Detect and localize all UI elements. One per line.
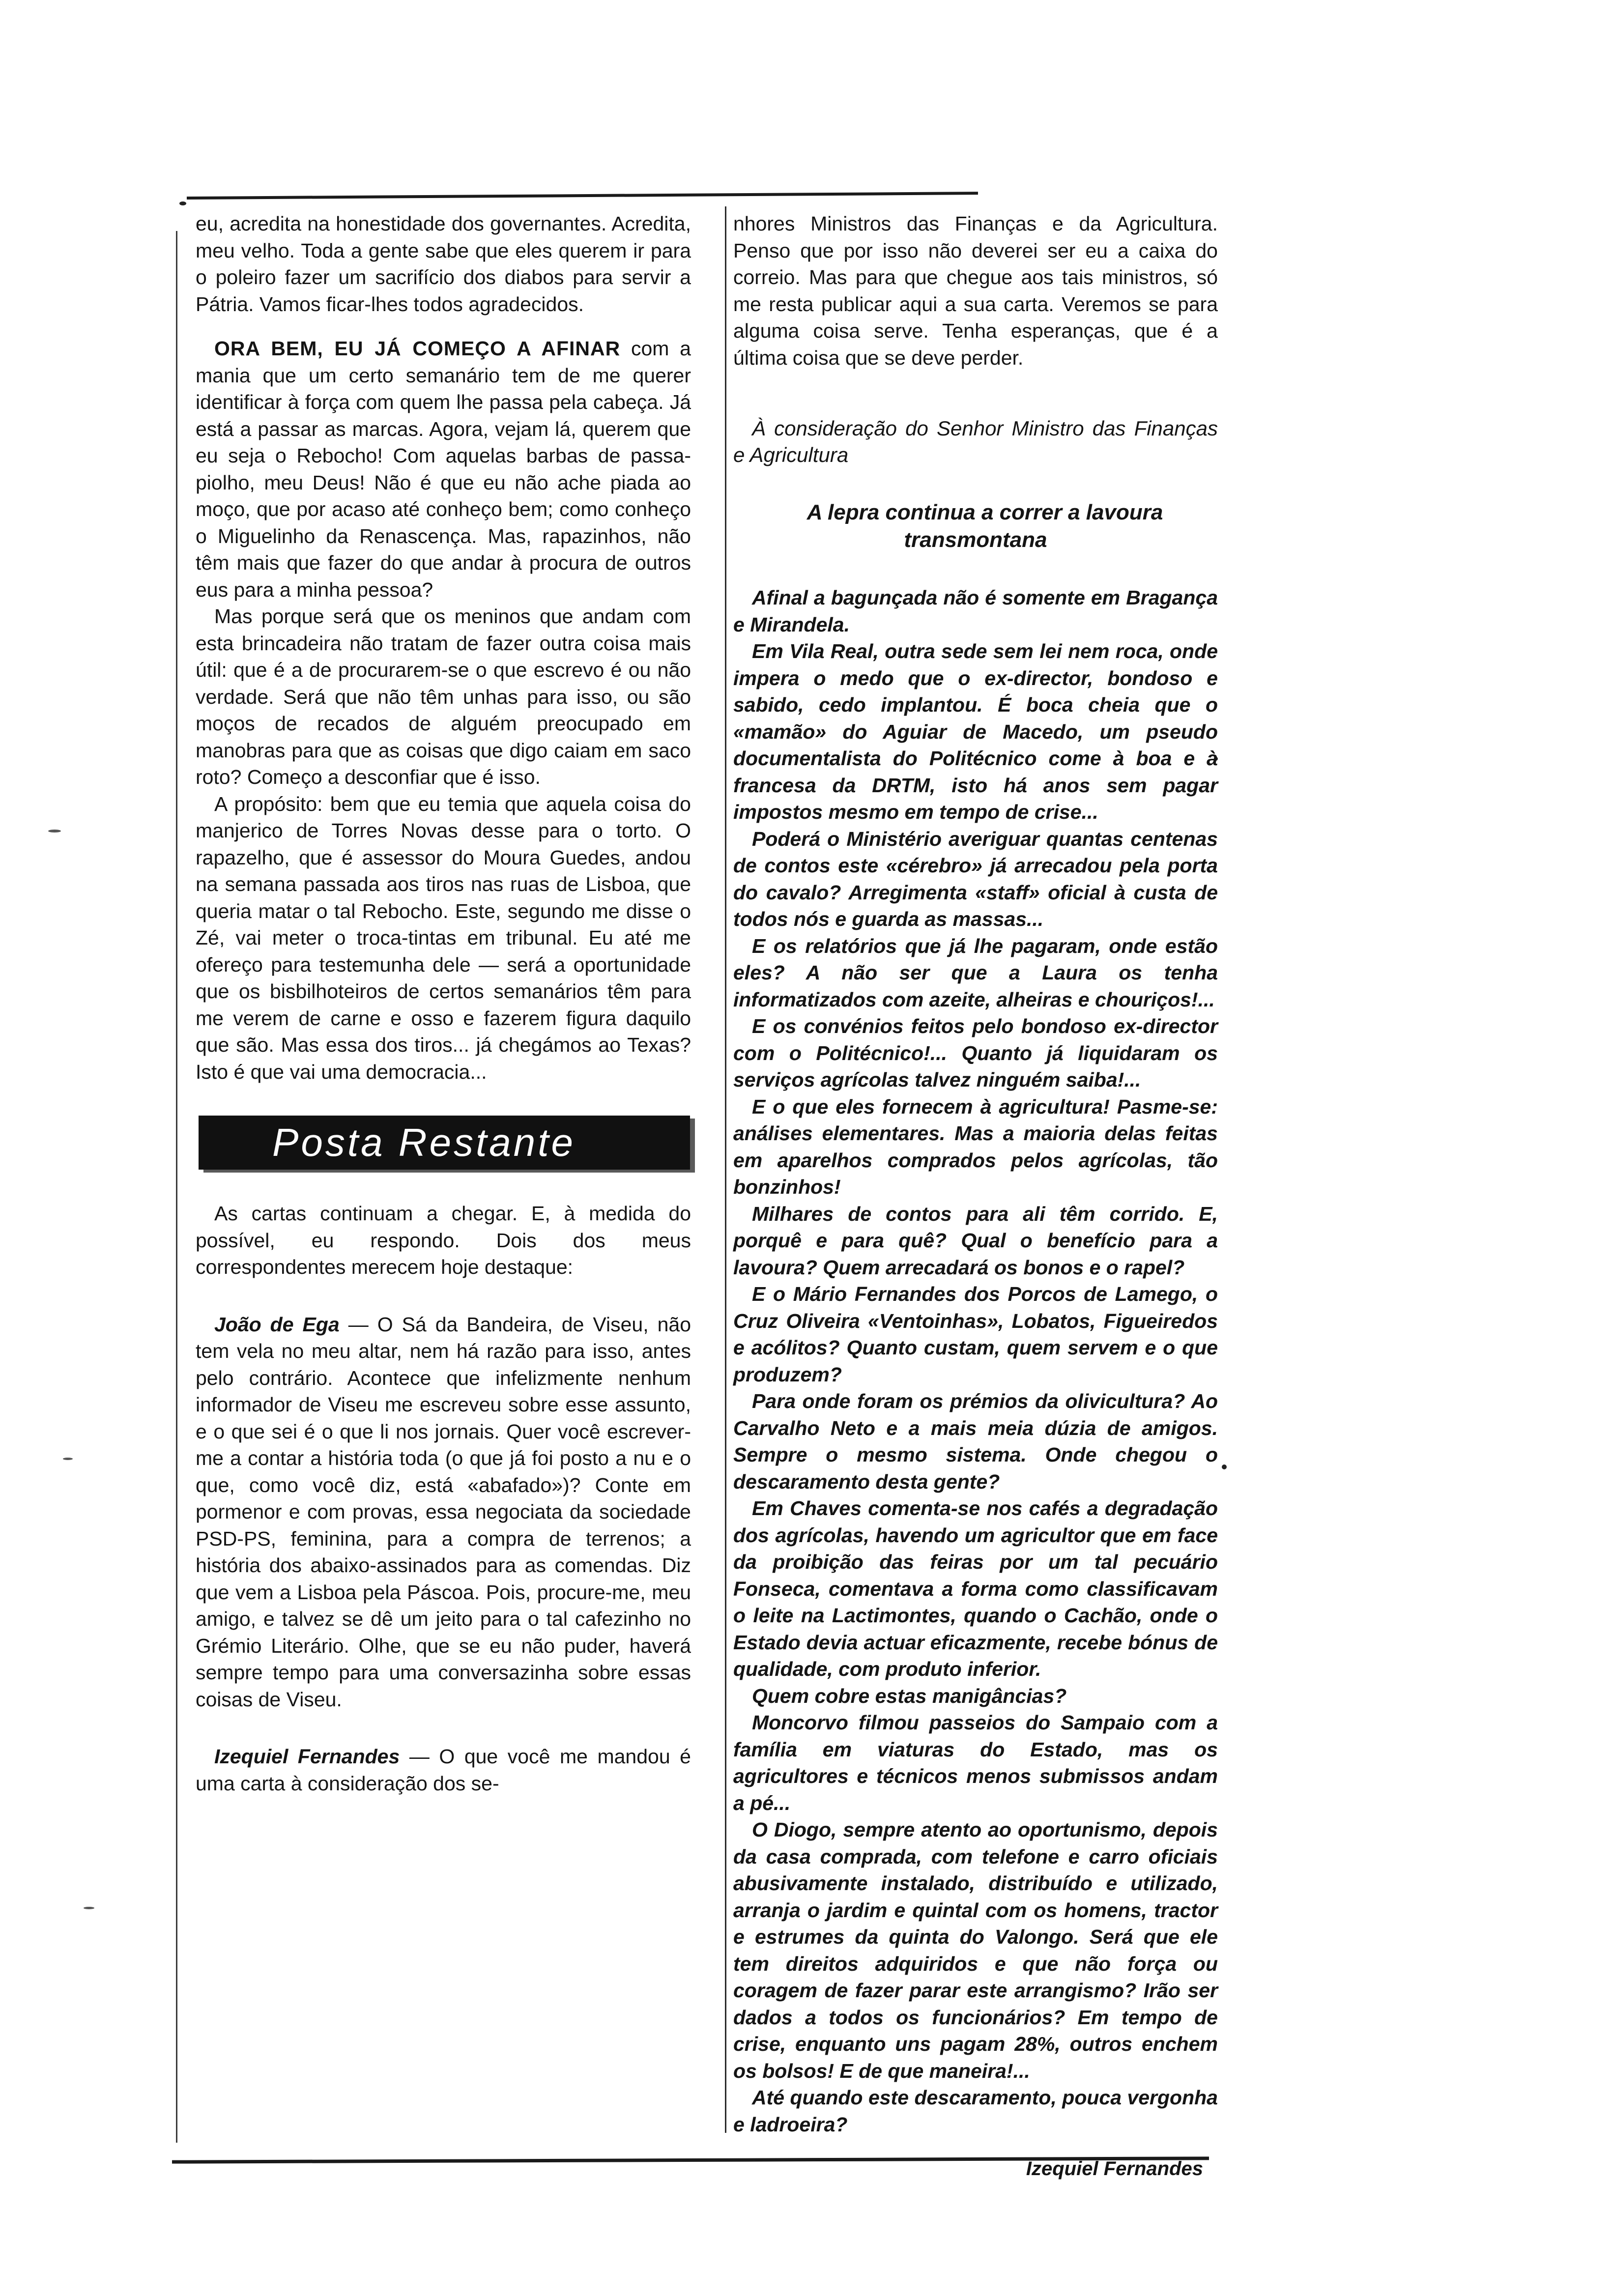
posta-restante-banner: Posta Restante (199, 1116, 690, 1170)
scan-artifact (84, 1907, 94, 1909)
scan-artifact (179, 201, 186, 205)
letter2-text: — O que você me mandou é uma carta à consideração dos se- (196, 1745, 691, 1795)
right-column (733, 210, 1218, 2182)
column-divider (725, 206, 726, 2133)
left-column-border (176, 231, 177, 2143)
letter-paragraph: Moncorvo filmou passeios do Sampaio com a família em viaturas do Estado, mas os agricultores e técnicos menos submissos andam a pé... (733, 1711, 1218, 1814)
signature: Izequiel Fernandes (1026, 2158, 1203, 2180)
letter2-reply (196, 1743, 691, 1797)
letter1-text: — O Sá da Bandeira, de Viseu, não tem vela no meu altar, nem há razão para isso, antes pelo contrário. Acontece que infelizmente nenhum informador de Viseu me escreveu sobre esse assunto, e o que sei é o que li nos jornais. Quer você escrever-me a contar a história toda (o que já foi posto a nu e o que, como você diz, está «abafado»)? Conte em pormenor e com provas, essa negociata da sociedade PSD-PS, feminina, para a compra de terrenos; a história dos abaixo-assinados para as comendas. Diz que vem a Lisboa pela Páscoa. Pois, procure-me, meu amigo, e talvez se dê um jeito para o tal cafezinho no Grémio Literário. Olhe, que se eu não puder, haverá sempre tempo para uma conversazinha sobre essas coisas de Viseu. (196, 1313, 691, 1711)
section1-paragraph3: A propósito: bem que eu temia que aquela coisa do manjerico de Torres Novas desse para o torto. O rapazelho, que é assessor do Moura Guedes, andou na semana passada aos tiros nas ruas de Lisboa, que queria matar o tal Rebocho. Este, segundo me disse o Zé, vai meter o troca-tintas em tribunal. Eu até me ofereço para testemunha dele — será a oportunidade que os bisbilhoteiros de certos semanários têm para me verem de carne e osso e fazerem figura daquilo que são. Mas essa dos tiros... já chegámos ao Texas? Isto é que vai uma democracia... (196, 792, 691, 1083)
letter-paragraph: E o que eles fornecem à agricultura! Pasme-se: análises elementares. Mas a maioria delas feitas em aparelhos comprados pelos agrícolas, tão bonzinhos! (733, 1095, 1218, 1198)
section1-lead: ORA BEM, EU JÁ COMEÇO A AFINAR (214, 337, 621, 360)
scan-artifact (1222, 1464, 1227, 1469)
letter-paragraph: Para onde foram os prémios da olivicultura? Ao Carvalho Neto e a mais meia dúzia de amigos. Sempre o mesmo sistema. Onde chegou o descaramento desta gente? (733, 1390, 1218, 1493)
intro-paragraph: eu, acredita na honestidade dos governantes. Acredita, meu velho. Toda a gente sabe que eles querem ir para o poleiro fazer um sacrifício dos diabos para servir a Pátria. Vamos ficar-lhes todos agradecidos. (196, 212, 691, 316)
section1-paragraph2: Mas porque será que os meninos que andam com esta brincadeira não tratam de fazer outra coisa mais útil: que é a de procurarem-se o que escrevo é ou não verdade. Será que não têm unhas para isso, ou são moços de recados de alguém preocupado em manobras para que as coisas que digo caiam em saco roto? Começo a desconfiar que é isso. (196, 605, 691, 788)
letter-body (733, 584, 1218, 2138)
letter-paragraph: Poderá o Ministério averiguar quantas centenas de contos este «cérebro» já arrecadou pela porta do cavalo? Arregimenta «staff» oficial à custa de todos nós e guarda as massas... (733, 827, 1218, 930)
scan-artifact (63, 1458, 73, 1460)
section1-text: com a mania que um certo semanário tem de me querer identificar à força com quem lhe passa pela cabeça. Já está a passar as marcas. Agora, vejam lá, querem que eu seja o Rebocho! Com aquelas barbas de passa-piolho, meu Deus! Não é que eu não ache piada ao moço, que por acaso até conheço bem; como conheço o Miguelinho da Renascença. Mas, rapazinhos, não têm mais que fazer do que andar à procura de outros eus para a minha pessoa? (196, 337, 691, 601)
left-column (196, 210, 691, 1797)
letter1-reply (196, 1311, 691, 1713)
letter1-name: João de Ega (214, 1313, 340, 1336)
letter-paragraph: Até quando este descaramento, pouca vergonha e ladroeira? (733, 2086, 1218, 2136)
top-rule (187, 192, 978, 200)
letter-paragraph: E o Mário Fernandes dos Porcos de Lamego, o Cruz Oliveira «Ventoinhas», Lobatos, Figueiredos e acólitos? Quanto custam, quem servem e o que produzem? (733, 1283, 1218, 1386)
letter-heading: À consideração do Senhor Ministro das Finanças e Agricultura (733, 417, 1218, 466)
section1-paragraph1 (196, 335, 691, 603)
letter2-name: Izequiel Fernandes (214, 1745, 400, 1768)
scan-artifact (48, 830, 61, 832)
letter-paragraph: Quem cobre estas manigâncias? (752, 1684, 1067, 1707)
letter-subhead: A lepra continua a correr a lavoura transmontana (806, 500, 1163, 552)
letter-paragraph: E os relatórios que já lhe pagaram, onde estão eles? A não ser que a Laura os tenha informatizados com azeite, alheiras e chouriços!... (733, 934, 1218, 1011)
posta-intro: As cartas continuam a chegar. E, à medida do possível, eu respondo. Dois dos meus correspondentes merecem hoje destaque: (196, 1202, 691, 1278)
letter-paragraph: Em Vila Real, outra sede sem lei nem roca, onde impera o medo que o ex-director, bondoso e sabido, cedo implantou. É boca cheia que o «mamão» do Aguiar de Macedo, um pseudo documentalista do Politécnico come à boa e à francesa da DRTM, isto há anos sem pagar impostos mesmo em tempo de crise... (733, 640, 1218, 823)
letter-paragraph: E os convénios feitos pelo bondoso ex-director com o Politécnico!... Quanto já liquidaram os serviços agrícolas talvez ninguém saiba!... (733, 1015, 1218, 1091)
right-continuation: nhores Ministros das Finanças e da Agricultura. Penso que por isso não deverei ser eu a caixa do correio. Mas para que chegue aos tais ministros, só me resta publicar aqui a sua carta. Veremos se para alguma coisa serve. Tenha esperanças, que é a última coisa que se deve perder. (733, 212, 1218, 369)
letter-paragraph: Milhares de contos para ali têm corrido. E, porquê e para quê? Qual o benefício para a lavoura? Quem arrecadará os bonos e o rapel? (733, 1202, 1218, 1279)
letter-paragraph: Em Chaves comenta-se nos cafés a degradação dos agrícolas, havendo um agricultor que em face da proibição das feiras por um tal pecuário Fonseca, comentava a forma como classificavam o leite na Lactimontes, quando o Cachão, onde o Estado devia actuar eficazmente, recebe bónus de qualidade, com produto inferior. (733, 1497, 1218, 1680)
letter-paragraph: Afinal a bagunçada não é somente em Bragança e Mirandela. (733, 586, 1218, 636)
letter-paragraph: O Diogo, sempre atento ao oportunismo, depois da casa comprada, com telefone e carro oficiais abusivamente instalado, distribuído e utilizado, arranja o jardim e quintal com os homens, tractor e estrumes da quinta do Valongo. Será que ele tem direitos adquiridos e que não força ou coragem de fazer parar este arrangismo? Irão ser dados a todos os funcionários? Em tempo de crise, enquanto uns pagam 28%, outros enchem os bolsos! E de que maneira!... (733, 1818, 1218, 2082)
